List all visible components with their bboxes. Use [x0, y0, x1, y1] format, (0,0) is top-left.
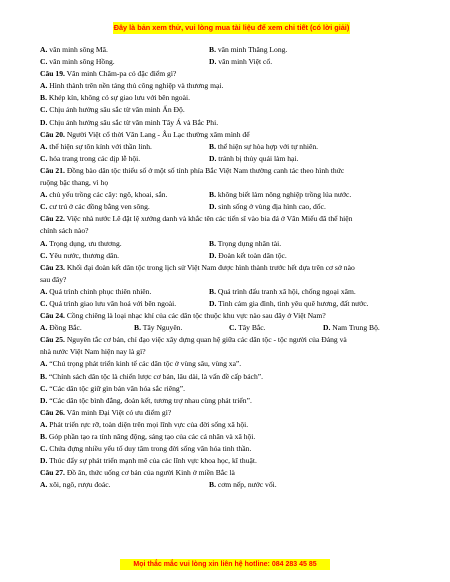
- option-text: sinh sống ở vùng địa hình cao, dốc.: [218, 202, 326, 212]
- question-number: Câu 24.: [40, 311, 65, 321]
- question-number: Câu 26.: [40, 407, 65, 417]
- option-label: C.: [40, 298, 48, 308]
- option-text: “Các dân tộc bình đẳng, đoàn kết, tương trợ nhau cùng phát triển”.: [49, 395, 252, 405]
- option-label: B.: [209, 190, 216, 200]
- question-stem: [40, 213, 418, 225]
- option-text: cơm nếp, nước vối.: [217, 480, 277, 490]
- answer-row: [40, 383, 418, 395]
- option-text: Quá trình chinh phục thiên nhiên.: [49, 286, 152, 296]
- option-label: D.: [40, 456, 48, 466]
- option-label: A.: [40, 419, 48, 429]
- option-text: chủ yếu trồng các cây: ngô, khoai, sắn.: [49, 190, 168, 200]
- answer-row: [40, 56, 418, 68]
- option-label: B.: [134, 323, 141, 333]
- option-text: Phát triển rực rỡ, toàn diện trên mọi lĩnh vực của đời sống xã hội.: [49, 419, 249, 429]
- option-label: A.: [40, 238, 48, 248]
- question-text: Đồ ăn, thức uống cơ bản của người Kinh ở miền Bắc là: [66, 468, 235, 478]
- question-number: Câu 20.: [40, 129, 65, 139]
- answer-row: [40, 431, 418, 443]
- option-text: Nam Trung Bộ.: [332, 323, 380, 333]
- option-label: C.: [40, 250, 48, 260]
- option-label: A.: [40, 323, 48, 333]
- option-label: B.: [40, 371, 47, 381]
- option-label: A.: [40, 190, 48, 200]
- answer-row: [40, 141, 418, 153]
- option-label: B.: [40, 432, 47, 441]
- option-text: thể hiện sự hòa hợp với tự nhiên.: [217, 141, 319, 151]
- option-label: B.: [209, 45, 216, 54]
- option-text: Thúc đẩy sự phát triển mạnh mẽ của các lĩnh vực khoa học, kĩ thuật.: [49, 456, 257, 466]
- option-text: “Chú trọng phát triển kinh tế các dân tộc ở vùng sâu, vùng xa”.: [49, 359, 242, 369]
- answer-row: [40, 371, 418, 383]
- option-label: D.: [40, 395, 48, 405]
- question-text: Văn minh Chăm-pa có đặc điểm gì?: [66, 69, 177, 79]
- question-stem-continued: sau đây?: [40, 274, 67, 284]
- option-label: C.: [40, 57, 48, 67]
- option-text: Quá trình giao lưu văn hoá với bên ngoài.: [49, 298, 177, 308]
- option-text: Hình thành trên nền tảng thủ công nghiệp và thương mại.: [49, 81, 224, 91]
- question-stem-continued: ruộng bậc thang, vì họ: [40, 178, 109, 188]
- option-text: Tây Nguyên.: [142, 323, 183, 333]
- answer-row: [40, 80, 418, 92]
- option-text: Tình cảm gia đình, tình yêu quê hương, đất nước.: [218, 298, 369, 308]
- question-text: Cồng chiêng là loại nhạc khí của các dân tộc thuộc khu vực nào sau đây ở Việt Nam?: [66, 311, 326, 321]
- option-text: Chứa đựng nhiều yếu tố duy tâm trong đời sống văn hóa tinh thần.: [49, 444, 252, 454]
- option-text: văn minh Thăng Long.: [217, 45, 288, 54]
- option-text: thể hiện sự tôn kính với thần linh.: [49, 141, 152, 151]
- question-text: Nguyên tắc cơ bản, chỉ đạo việc xây dựng quan hệ giữa các dân tộc - tộc người của Đảng và: [66, 335, 347, 345]
- option-text: văn minh sông Mã.: [49, 45, 108, 54]
- option-label: A.: [40, 45, 48, 54]
- question-text: Người Việt cổ thời Văn Lang - Âu Lạc thường xăm mình để: [66, 129, 250, 139]
- option-label: B.: [40, 93, 47, 103]
- option-label: A.: [40, 480, 48, 490]
- option-text: Chịu ảnh hưởng sâu sắc từ văn minh Tây Á và Bắc Phi.: [49, 117, 219, 127]
- question-text: Việc nhà nước Lê đặt lệ xướng danh và khắc tên các tiến sĩ vào bia đá ở Văn Miếu đã thể hiện: [66, 214, 353, 224]
- answer-row: [40, 117, 418, 129]
- answer-row: [40, 298, 418, 310]
- option-text: “Chính sách dân tộc là chiến lược cơ bản, lâu dài, là vấn đề cấp bách”.: [48, 371, 264, 381]
- question-number: Câu 25.: [40, 335, 65, 345]
- answer-row: [40, 201, 418, 213]
- option-label: B.: [209, 480, 216, 490]
- answer-row: [40, 455, 418, 467]
- question-stem: [40, 68, 418, 80]
- option-label: A.: [40, 286, 48, 296]
- question-number: Câu 22.: [40, 214, 65, 224]
- option-label: C.: [40, 105, 48, 115]
- question-stem: [40, 467, 418, 479]
- question-stem: [40, 407, 418, 419]
- answer-row: [40, 286, 418, 298]
- option-label: D.: [209, 57, 217, 67]
- option-text: cư trú ở các đồng bằng ven sông.: [49, 202, 150, 212]
- option-text: Đoàn kết toàn dân tộc.: [218, 250, 287, 260]
- question-number: Câu 21.: [40, 165, 65, 175]
- option-label: C.: [40, 153, 48, 163]
- question-stem-continued: nhà nước Việt Nam hiện nay là gì?: [40, 347, 146, 357]
- answer-row: [40, 419, 418, 431]
- option-text: Quá trình đấu tranh xã hội, chống ngoại xâm.: [217, 286, 356, 296]
- option-text: Trọng dụng, ưu thương.: [49, 238, 122, 248]
- option-label: C.: [40, 202, 48, 212]
- answer-row: [40, 92, 418, 104]
- question-stem: [40, 129, 418, 141]
- question-text: Đồng bào dân tộc thiểu số ở một số tỉnh phía Bắc Việt Nam thường canh tác theo hình thức: [66, 165, 345, 175]
- option-label: D.: [323, 323, 331, 333]
- question-stem: [40, 165, 418, 177]
- option-text: không biết làm nông nghiệp trồng lúa nước.: [217, 190, 352, 200]
- option-label: B.: [209, 286, 216, 296]
- option-text: Tây Bắc.: [238, 323, 266, 333]
- option-label: A.: [40, 141, 48, 151]
- option-text: văn minh Việt cổ.: [218, 57, 273, 67]
- answer-row: [40, 153, 418, 165]
- option-text: Trọng dụng nhân tài.: [217, 238, 282, 248]
- answer-row: [40, 44, 418, 56]
- option-label: D.: [209, 250, 217, 260]
- hotline-banner: Mọi thắc mắc vui lòng xin liên hệ hotline: 084 283 45 85: [120, 559, 330, 570]
- question-list: [40, 44, 418, 491]
- answer-row: [40, 358, 418, 370]
- option-label: C.: [229, 323, 237, 333]
- answer-row: [40, 238, 418, 250]
- answer-row: [40, 322, 418, 334]
- option-label: A.: [40, 359, 48, 369]
- option-text: Góp phần tạo ra tính năng động, sáng tạo của các cá nhân và xã hội.: [48, 432, 256, 441]
- option-text: Chịu ảnh hưởng sâu sắc từ văn minh Ấn Độ.: [49, 105, 185, 115]
- option-label: C.: [40, 383, 48, 393]
- option-text: văn minh sông Hồng.: [49, 57, 115, 67]
- answer-row: [40, 443, 418, 455]
- option-text: Yêu nước, thương dân.: [49, 250, 120, 260]
- preview-notice-banner: Đây là bản xem thử, vui lòng mua tài liệu để xem chi tiết (có lời giải): [113, 23, 350, 32]
- option-label: B.: [209, 238, 216, 248]
- option-text: “Các dân tộc giữ gìn bản văn hóa sắc riêng”.: [49, 383, 185, 393]
- option-text: Đồng Bắc.: [49, 323, 82, 333]
- question-number: Câu 27.: [40, 468, 65, 478]
- option-label: C.: [40, 444, 48, 454]
- question-text: Khối đại đoàn kết dân tộc trong lịch sử Việt Nam được hình thành trước hết dựa trên cơ sở nào: [66, 262, 355, 272]
- option-label: D.: [209, 202, 217, 212]
- option-label: D.: [40, 117, 48, 127]
- option-label: D.: [209, 153, 217, 163]
- answer-row: [40, 395, 418, 407]
- option-text: xôi, ngô, rượu đoác.: [49, 480, 111, 490]
- question-number: Câu 19.: [40, 69, 65, 79]
- option-label: D.: [209, 298, 217, 308]
- question-stem-continued: chính sách nào?: [40, 226, 89, 236]
- answer-row: [40, 250, 418, 262]
- option-text: tránh bị thủy quái làm hại.: [218, 153, 299, 163]
- question-number: Câu 23.: [40, 262, 65, 272]
- option-label: A.: [40, 81, 48, 91]
- option-label: B.: [209, 141, 216, 151]
- option-text: hóa trang trong các dịp lễ hội.: [49, 153, 141, 163]
- question-text: Văn minh Đại Việt có ưu điểm gì?: [66, 407, 172, 417]
- question-stem: [40, 310, 418, 322]
- question-stem: [40, 262, 418, 274]
- option-text: Khép kín, không có sự giao lưu với bên ngoài.: [48, 93, 190, 103]
- answer-row: [40, 104, 418, 116]
- question-stem: [40, 334, 418, 346]
- answer-row: [40, 479, 418, 491]
- answer-row: [40, 189, 418, 201]
